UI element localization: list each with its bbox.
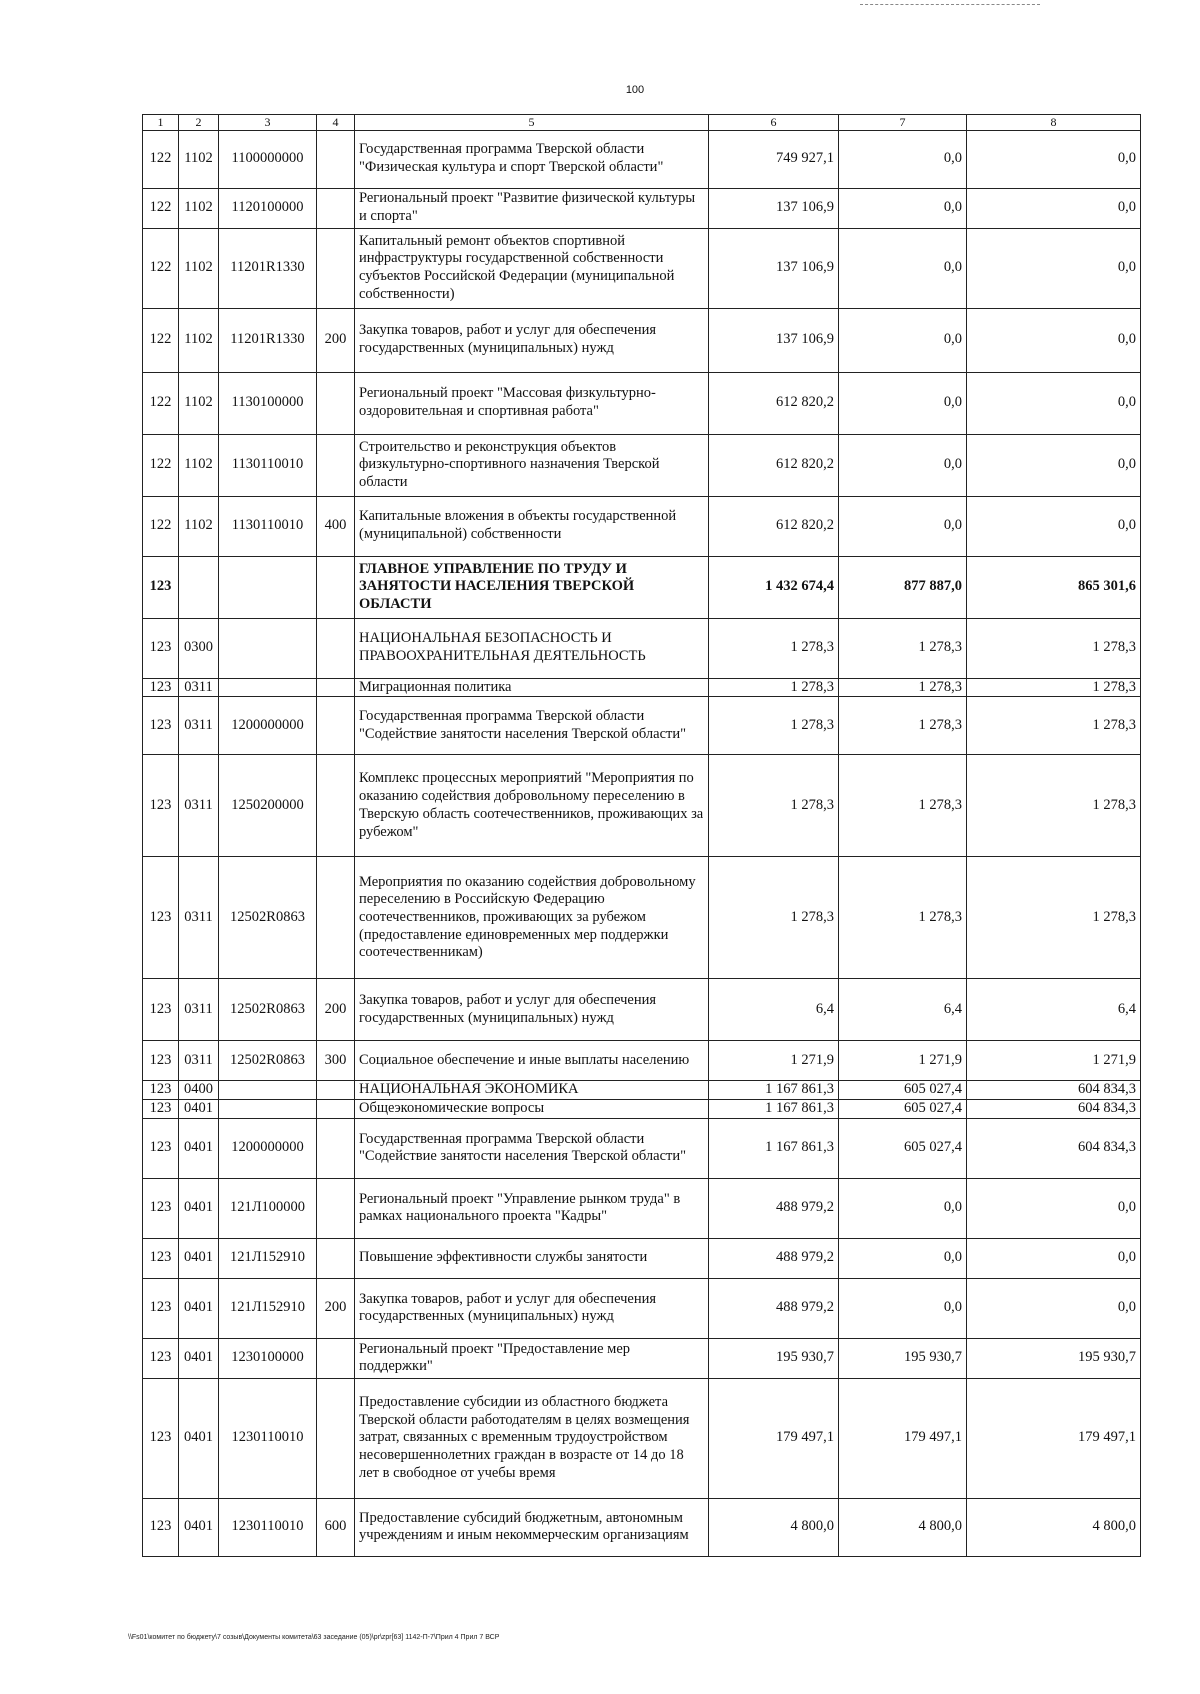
cell-admin-code: 122 bbox=[143, 308, 179, 372]
cell-admin-code: 123 bbox=[143, 678, 179, 697]
cell-sum-year1: 612 820,2 bbox=[709, 434, 839, 496]
cell-sum-year3: 0,0 bbox=[967, 228, 1141, 308]
cell-sum-year2: 4 800,0 bbox=[839, 1498, 967, 1556]
cell-sum-year3: 1 271,9 bbox=[967, 1041, 1141, 1081]
cell-sum-year3: 179 497,1 bbox=[967, 1378, 1141, 1498]
cell-expense-type: 300 bbox=[317, 1041, 355, 1081]
cell-sum-year2: 0,0 bbox=[839, 228, 967, 308]
cell-sum-year2: 0,0 bbox=[839, 308, 967, 372]
cell-target-article: 1250200000 bbox=[219, 755, 317, 857]
col-header-1: 1 bbox=[143, 115, 179, 131]
table-row bbox=[143, 678, 1141, 697]
table-row bbox=[143, 130, 1141, 188]
cell-expense-type bbox=[317, 130, 355, 188]
cell-expense-type: 200 bbox=[317, 979, 355, 1041]
col-header-5: 5 bbox=[355, 115, 709, 131]
cell-section: 1102 bbox=[179, 228, 219, 308]
cell-sum-year3: 6,4 bbox=[967, 979, 1141, 1041]
cell-sum-year3: 195 930,7 bbox=[967, 1338, 1141, 1378]
cell-description: Предоставление субсидий бюджетным, автономным учреждениям и иным некоммерческим организациям bbox=[355, 1498, 709, 1556]
cell-sum-year2: 0,0 bbox=[839, 496, 967, 556]
cell-description: Государственная программа Тверской области "Физическая культура и спорт Тверской области" bbox=[355, 130, 709, 188]
cell-sum-year1: 4 800,0 bbox=[709, 1498, 839, 1556]
cell-section: 1102 bbox=[179, 188, 219, 228]
cell-admin-code: 122 bbox=[143, 228, 179, 308]
cell-sum-year2: 1 278,3 bbox=[839, 857, 967, 979]
cell-expense-type bbox=[317, 372, 355, 434]
cell-target-article: 1130110010 bbox=[219, 496, 317, 556]
cell-description: Общеэкономические вопросы bbox=[355, 1100, 709, 1119]
cell-expense-type bbox=[317, 697, 355, 755]
cell-admin-code: 123 bbox=[143, 618, 179, 678]
cell-target-article bbox=[219, 1100, 317, 1119]
cell-description: Предоставление субсидии из областного бюджета Тверской области работодателям в целях возмещения затрат, связанных с временным трудоустройством несовершеннолетних граждан в возрасте от 14 до 18 лет в свободное от учебы время bbox=[355, 1378, 709, 1498]
cell-section: 0311 bbox=[179, 857, 219, 979]
cell-description: Региональный проект "Предоставление мер поддержки" bbox=[355, 1338, 709, 1378]
cell-sum-year1: 179 497,1 bbox=[709, 1378, 839, 1498]
cell-section: 1102 bbox=[179, 130, 219, 188]
cell-description: Миграционная политика bbox=[355, 678, 709, 697]
cell-sum-year1: 195 930,7 bbox=[709, 1338, 839, 1378]
cell-description: Комплекс процессных мероприятий "Мероприятия по оказанию содействия добровольному переселению в Тверскую область соотечественников, проживающих за рубежом" bbox=[355, 755, 709, 857]
cell-sum-year1: 1 271,9 bbox=[709, 1041, 839, 1081]
table-row bbox=[143, 1278, 1141, 1338]
cell-sum-year2: 0,0 bbox=[839, 434, 967, 496]
cell-target-article: 121Л152910 bbox=[219, 1238, 317, 1278]
col-header-6: 6 bbox=[709, 115, 839, 131]
cell-sum-year1: 488 979,2 bbox=[709, 1178, 839, 1238]
cell-sum-year2: 179 497,1 bbox=[839, 1378, 967, 1498]
cell-sum-year1: 6,4 bbox=[709, 979, 839, 1041]
cell-sum-year1: 1 432 674,4 bbox=[709, 556, 839, 618]
col-header-4: 4 bbox=[317, 115, 355, 131]
table-row bbox=[143, 755, 1141, 857]
table-row bbox=[143, 697, 1141, 755]
cell-description: Закупка товаров, работ и услуг для обеспечения государственных (муниципальных) нужд bbox=[355, 1278, 709, 1338]
cell-sum-year2: 195 930,7 bbox=[839, 1338, 967, 1378]
cell-sum-year2: 0,0 bbox=[839, 1238, 967, 1278]
cell-section: 0300 bbox=[179, 618, 219, 678]
table-row bbox=[143, 1378, 1141, 1498]
cell-section: 1102 bbox=[179, 308, 219, 372]
table-row bbox=[143, 1118, 1141, 1178]
cell-sum-year2: 0,0 bbox=[839, 1278, 967, 1338]
cell-admin-code: 122 bbox=[143, 188, 179, 228]
table-row bbox=[143, 979, 1141, 1041]
cell-section: 1102 bbox=[179, 372, 219, 434]
cell-sum-year3: 604 834,3 bbox=[967, 1081, 1141, 1100]
cell-sum-year3: 604 834,3 bbox=[967, 1118, 1141, 1178]
cell-sum-year3: 1 278,3 bbox=[967, 857, 1141, 979]
cell-section: 0311 bbox=[179, 1041, 219, 1081]
table-row bbox=[143, 228, 1141, 308]
cell-description: Закупка товаров, работ и услуг для обеспечения государственных (муниципальных) нужд bbox=[355, 979, 709, 1041]
cell-expense-type bbox=[317, 857, 355, 979]
cell-description: Мероприятия по оказанию содействия добровольному переселению в Российскую Федерацию соотечественников, проживающих за рубежом (предоставление единовременных мер поддержки соотечественникам) bbox=[355, 857, 709, 979]
cell-sum-year2: 1 271,9 bbox=[839, 1041, 967, 1081]
cell-target-article: 1200000000 bbox=[219, 1118, 317, 1178]
cell-expense-type bbox=[317, 1238, 355, 1278]
cell-target-article: 11201R1330 bbox=[219, 308, 317, 372]
cell-admin-code: 123 bbox=[143, 697, 179, 755]
cell-sum-year3: 4 800,0 bbox=[967, 1498, 1141, 1556]
table-row bbox=[143, 308, 1141, 372]
cell-admin-code: 122 bbox=[143, 130, 179, 188]
cell-target-article: 1200000000 bbox=[219, 697, 317, 755]
cell-admin-code: 123 bbox=[143, 1081, 179, 1100]
cell-sum-year2: 1 278,3 bbox=[839, 678, 967, 697]
cell-admin-code: 123 bbox=[143, 1278, 179, 1338]
col-header-8: 8 bbox=[967, 115, 1141, 131]
cell-sum-year2: 605 027,4 bbox=[839, 1100, 967, 1119]
cell-target-article: 1230110010 bbox=[219, 1498, 317, 1556]
scan-artifact bbox=[860, 4, 1040, 6]
cell-section bbox=[179, 556, 219, 618]
table-row bbox=[143, 618, 1141, 678]
cell-expense-type bbox=[317, 1378, 355, 1498]
col-header-7: 7 bbox=[839, 115, 967, 131]
table-row bbox=[143, 372, 1141, 434]
cell-admin-code: 123 bbox=[143, 1041, 179, 1081]
cell-expense-type bbox=[317, 1338, 355, 1378]
cell-sum-year3: 0,0 bbox=[967, 308, 1141, 372]
cell-admin-code: 123 bbox=[143, 1118, 179, 1178]
cell-description: Региональный проект "Массовая физкультурно-оздоровительная и спортивная работа" bbox=[355, 372, 709, 434]
cell-sum-year1: 1 167 861,3 bbox=[709, 1100, 839, 1119]
cell-admin-code: 123 bbox=[143, 1378, 179, 1498]
file-path-footer: \\Fs01\комитет по бюджету\7 созыв\Документы комитета\63 заседание (05)\pr\zpr[63] 1142-П-7\Прил 4 Прил 7 ВСР bbox=[128, 1634, 500, 1641]
cell-sum-year1: 1 167 861,3 bbox=[709, 1081, 839, 1100]
cell-section: 0311 bbox=[179, 678, 219, 697]
page-number: 100 bbox=[625, 84, 645, 96]
cell-section: 0311 bbox=[179, 697, 219, 755]
cell-section: 0401 bbox=[179, 1238, 219, 1278]
cell-expense-type bbox=[317, 556, 355, 618]
budget-table bbox=[142, 114, 1141, 1557]
table-header-row bbox=[143, 115, 1141, 131]
cell-target-article: 11201R1330 bbox=[219, 228, 317, 308]
table-row bbox=[143, 1041, 1141, 1081]
cell-target-article: 1120100000 bbox=[219, 188, 317, 228]
cell-admin-code: 123 bbox=[143, 1238, 179, 1278]
cell-sum-year3: 865 301,6 bbox=[967, 556, 1141, 618]
cell-description: Строительство и реконструкция объектов физкультурно-спортивного назначения Тверской области bbox=[355, 434, 709, 496]
cell-sum-year2: 6,4 bbox=[839, 979, 967, 1041]
cell-sum-year1: 1 278,3 bbox=[709, 755, 839, 857]
cell-description: Региональный проект "Развитие физической культуры и спорта" bbox=[355, 188, 709, 228]
cell-target-article bbox=[219, 1081, 317, 1100]
cell-expense-type bbox=[317, 678, 355, 697]
cell-admin-code: 123 bbox=[143, 1498, 179, 1556]
cell-sum-year1: 1 278,3 bbox=[709, 857, 839, 979]
table-row bbox=[143, 1081, 1141, 1100]
cell-sum-year3: 0,0 bbox=[967, 496, 1141, 556]
cell-expense-type bbox=[317, 1118, 355, 1178]
table-body bbox=[143, 130, 1141, 1556]
cell-sum-year1: 1 278,3 bbox=[709, 618, 839, 678]
cell-target-article bbox=[219, 618, 317, 678]
cell-section: 0401 bbox=[179, 1100, 219, 1119]
cell-admin-code: 122 bbox=[143, 496, 179, 556]
cell-target-article: 1100000000 bbox=[219, 130, 317, 188]
col-header-3: 3 bbox=[219, 115, 317, 131]
cell-sum-year2: 1 278,3 bbox=[839, 618, 967, 678]
cell-target-article bbox=[219, 678, 317, 697]
cell-admin-code: 123 bbox=[143, 1178, 179, 1238]
cell-target-article: 1130100000 bbox=[219, 372, 317, 434]
cell-expense-type bbox=[317, 1178, 355, 1238]
cell-sum-year1: 1 167 861,3 bbox=[709, 1118, 839, 1178]
cell-section: 0401 bbox=[179, 1178, 219, 1238]
cell-expense-type bbox=[317, 188, 355, 228]
cell-section: 1102 bbox=[179, 434, 219, 496]
cell-admin-code: 122 bbox=[143, 372, 179, 434]
cell-expense-type: 200 bbox=[317, 308, 355, 372]
cell-sum-year1: 612 820,2 bbox=[709, 496, 839, 556]
cell-sum-year1: 137 106,9 bbox=[709, 228, 839, 308]
cell-section: 0401 bbox=[179, 1338, 219, 1378]
cell-description: Капитальные вложения в объекты государственной (муниципальной) собственности bbox=[355, 496, 709, 556]
cell-expense-type bbox=[317, 755, 355, 857]
cell-sum-year3: 0,0 bbox=[967, 130, 1141, 188]
cell-section: 0401 bbox=[179, 1118, 219, 1178]
cell-target-article: 1230100000 bbox=[219, 1338, 317, 1378]
cell-description: НАЦИОНАЛЬНАЯ БЕЗОПАСНОСТЬ И ПРАВООХРАНИТЕЛЬНАЯ ДЕЯТЕЛЬНОСТЬ bbox=[355, 618, 709, 678]
cell-sum-year3: 604 834,3 bbox=[967, 1100, 1141, 1119]
table-row bbox=[143, 188, 1141, 228]
cell-admin-code: 122 bbox=[143, 434, 179, 496]
cell-sum-year3: 0,0 bbox=[967, 188, 1141, 228]
table-row bbox=[143, 496, 1141, 556]
table-row bbox=[143, 1338, 1141, 1378]
cell-target-article: 12502R0863 bbox=[219, 1041, 317, 1081]
cell-target-article: 121Л100000 bbox=[219, 1178, 317, 1238]
cell-target-article: 1130110010 bbox=[219, 434, 317, 496]
cell-target-article bbox=[219, 556, 317, 618]
cell-sum-year1: 612 820,2 bbox=[709, 372, 839, 434]
cell-sum-year1: 1 278,3 bbox=[709, 678, 839, 697]
cell-expense-type: 400 bbox=[317, 496, 355, 556]
table-row bbox=[143, 556, 1141, 618]
cell-sum-year3: 1 278,3 bbox=[967, 618, 1141, 678]
cell-admin-code: 123 bbox=[143, 1100, 179, 1119]
table-row bbox=[143, 1100, 1141, 1119]
cell-sum-year3: 0,0 bbox=[967, 1238, 1141, 1278]
cell-sum-year2: 0,0 bbox=[839, 1178, 967, 1238]
col-header-2: 2 bbox=[179, 115, 219, 131]
cell-expense-type bbox=[317, 434, 355, 496]
cell-sum-year3: 1 278,3 bbox=[967, 697, 1141, 755]
cell-sum-year3: 0,0 bbox=[967, 372, 1141, 434]
cell-section: 0401 bbox=[179, 1278, 219, 1338]
cell-sum-year2: 605 027,4 bbox=[839, 1081, 967, 1100]
cell-expense-type: 600 bbox=[317, 1498, 355, 1556]
cell-section: 0311 bbox=[179, 755, 219, 857]
cell-sum-year3: 1 278,3 bbox=[967, 678, 1141, 697]
cell-sum-year3: 0,0 bbox=[967, 1178, 1141, 1238]
cell-sum-year2: 0,0 bbox=[839, 130, 967, 188]
cell-expense-type bbox=[317, 228, 355, 308]
cell-target-article: 12502R0863 bbox=[219, 979, 317, 1041]
cell-sum-year1: 137 106,9 bbox=[709, 308, 839, 372]
cell-section: 0401 bbox=[179, 1378, 219, 1498]
table-row bbox=[143, 1178, 1141, 1238]
cell-sum-year2: 1 278,3 bbox=[839, 697, 967, 755]
table-row bbox=[143, 1238, 1141, 1278]
cell-target-article: 1230110010 bbox=[219, 1378, 317, 1498]
table-row bbox=[143, 434, 1141, 496]
cell-sum-year1: 488 979,2 bbox=[709, 1278, 839, 1338]
cell-description: Закупка товаров, работ и услуг для обеспечения государственных (муниципальных) нужд bbox=[355, 308, 709, 372]
cell-section: 0400 bbox=[179, 1081, 219, 1100]
cell-expense-type bbox=[317, 618, 355, 678]
table-row bbox=[143, 1498, 1141, 1556]
cell-sum-year3: 0,0 bbox=[967, 1278, 1141, 1338]
cell-target-article: 121Л152910 bbox=[219, 1278, 317, 1338]
cell-description: Социальное обеспечение и иные выплаты населению bbox=[355, 1041, 709, 1081]
cell-description: Повышение эффективности службы занятости bbox=[355, 1238, 709, 1278]
cell-expense-type: 200 bbox=[317, 1278, 355, 1338]
cell-sum-year3: 0,0 bbox=[967, 434, 1141, 496]
cell-sum-year1: 488 979,2 bbox=[709, 1238, 839, 1278]
cell-target-article: 12502R0863 bbox=[219, 857, 317, 979]
cell-description: ГЛАВНОЕ УПРАВЛЕНИЕ ПО ТРУДУ И ЗАНЯТОСТИ НАСЕЛЕНИЯ ТВЕРСКОЙ ОБЛАСТИ bbox=[355, 556, 709, 618]
cell-admin-code: 123 bbox=[143, 979, 179, 1041]
cell-sum-year2: 0,0 bbox=[839, 188, 967, 228]
cell-sum-year3: 1 278,3 bbox=[967, 755, 1141, 857]
cell-admin-code: 123 bbox=[143, 857, 179, 979]
cell-section: 0401 bbox=[179, 1498, 219, 1556]
cell-description: Региональный проект "Управление рынком труда" в рамках национального проекта "Кадры" bbox=[355, 1178, 709, 1238]
cell-section: 1102 bbox=[179, 496, 219, 556]
cell-sum-year2: 877 887,0 bbox=[839, 556, 967, 618]
cell-sum-year2: 1 278,3 bbox=[839, 755, 967, 857]
cell-admin-code: 123 bbox=[143, 556, 179, 618]
cell-admin-code: 123 bbox=[143, 1338, 179, 1378]
cell-sum-year2: 0,0 bbox=[839, 372, 967, 434]
cell-admin-code: 123 bbox=[143, 755, 179, 857]
cell-section: 0311 bbox=[179, 979, 219, 1041]
cell-description: Государственная программа Тверской области "Содействие занятости населения Тверской области" bbox=[355, 1118, 709, 1178]
cell-expense-type bbox=[317, 1081, 355, 1100]
cell-description: НАЦИОНАЛЬНАЯ ЭКОНОМИКА bbox=[355, 1081, 709, 1100]
cell-description: Государственная программа Тверской области "Содействие занятости населения Тверской области" bbox=[355, 697, 709, 755]
cell-description: Капитальный ремонт объектов спортивной инфраструктуры государственной собственности субъектов Российской Федерации (муниципальной собственности) bbox=[355, 228, 709, 308]
table-row bbox=[143, 857, 1141, 979]
cell-sum-year1: 137 106,9 bbox=[709, 188, 839, 228]
cell-sum-year1: 1 278,3 bbox=[709, 697, 839, 755]
cell-expense-type bbox=[317, 1100, 355, 1119]
cell-sum-year1: 749 927,1 bbox=[709, 130, 839, 188]
cell-sum-year2: 605 027,4 bbox=[839, 1118, 967, 1178]
